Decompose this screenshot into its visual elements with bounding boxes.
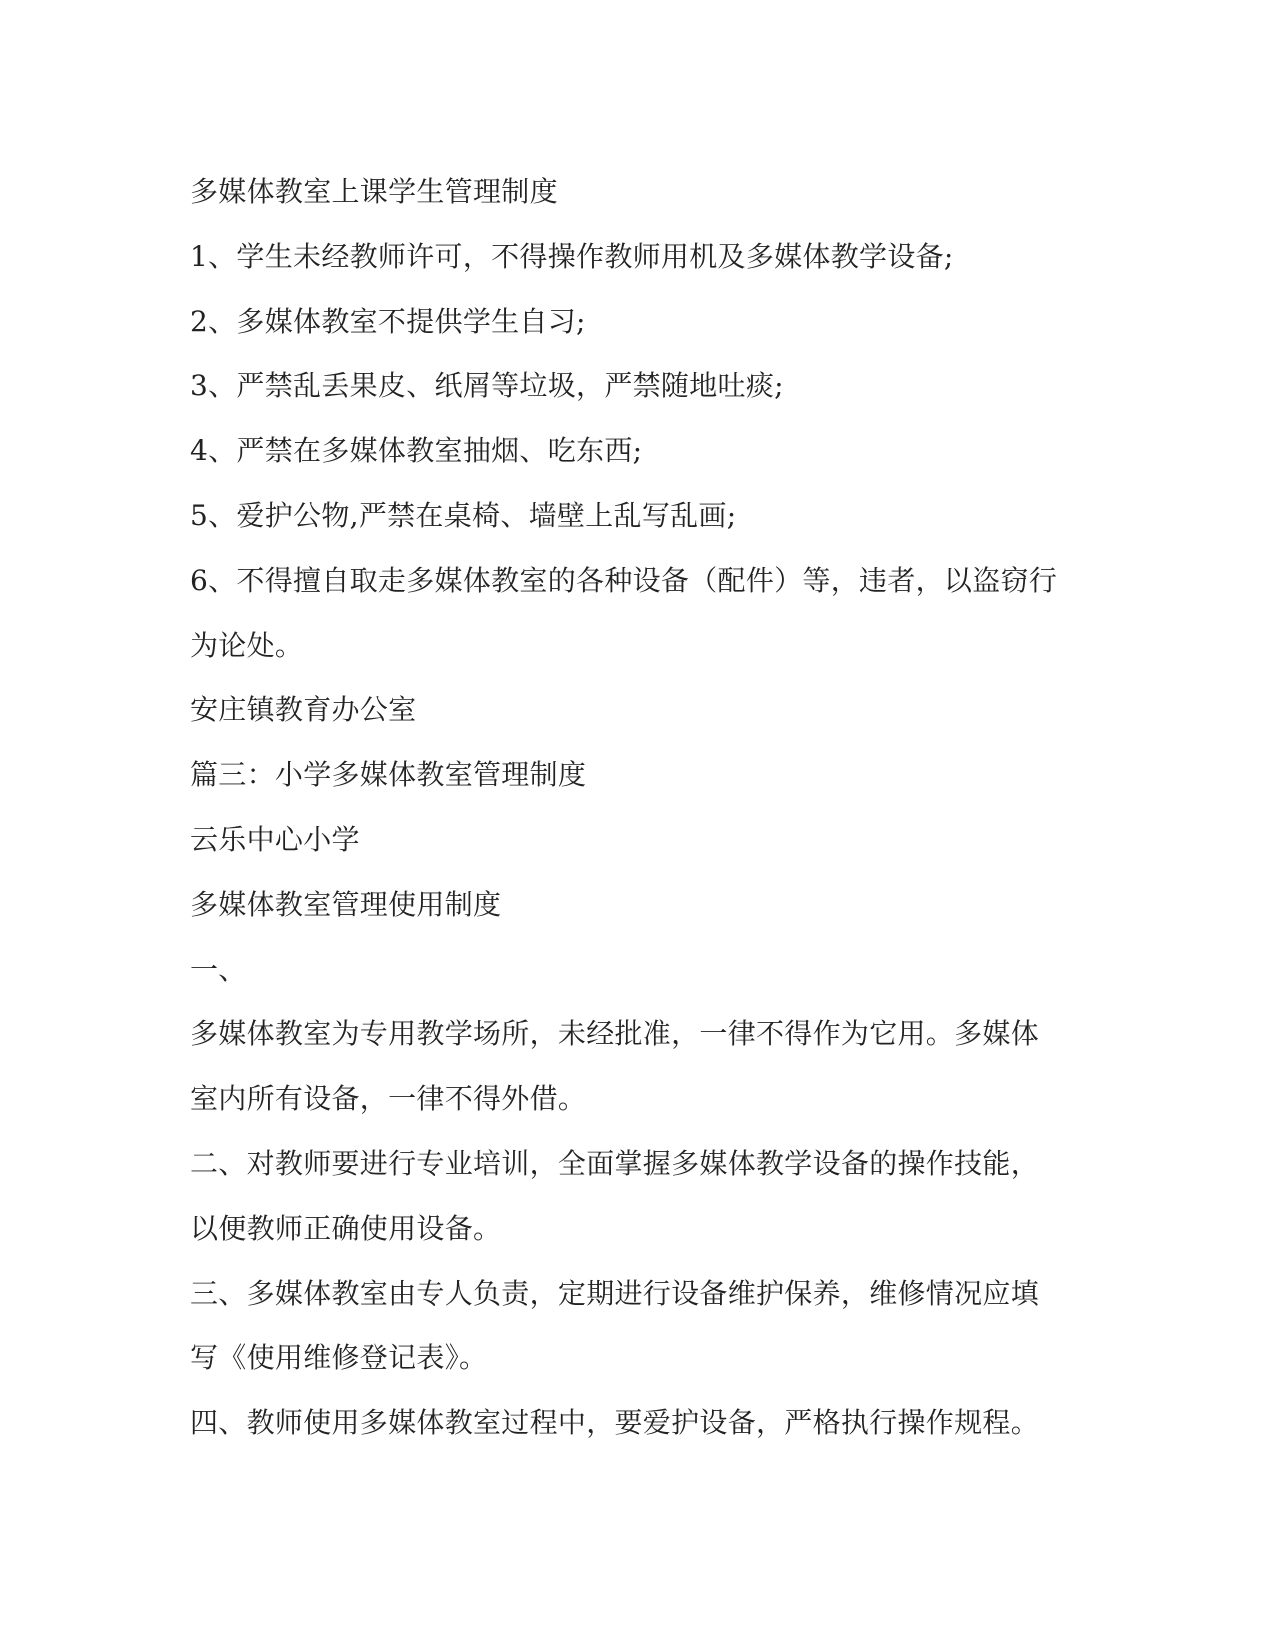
item-3-continued: 写《使用维修登记表》。 bbox=[190, 1341, 488, 1375]
rule-2: 2、多媒体教室不提供学生自习; bbox=[190, 304, 586, 338]
school-name: 云乐中心小学 bbox=[190, 822, 360, 856]
rule-6-continued: 为论处。 bbox=[190, 628, 304, 662]
rule-1: 1、学生未经教师许可，不得操作教师用机及多媒体教学设备; bbox=[190, 239, 954, 273]
item-4: 四、教师使用多媒体教室过程中，要爱护设备，严格执行操作规程。 bbox=[190, 1406, 1040, 1440]
doc-title: 多媒体教室上课学生管理制度 bbox=[190, 175, 558, 208]
rule-3: 3、严禁乱丢果皮、纸屑等垃圾，严禁随地吐痰; bbox=[190, 369, 784, 403]
issuer: 安庄镇教育办公室 bbox=[190, 693, 417, 727]
item-2: 二、对教师要进行专业培训，全面掌握多媒体教学设备的操作技能， bbox=[190, 1146, 1040, 1180]
item-1-text: 多媒体教室为专用教学场所，未经批准，一律不得作为它用。多媒体 bbox=[190, 1017, 1040, 1051]
item-3: 三、多媒体教室由专人负责，定期进行设备维护保养，维修情况应填 bbox=[190, 1276, 1040, 1310]
item-1-number: 一、 bbox=[190, 952, 247, 986]
item-1-continued: 室内所有设备，一律不得外借。 bbox=[190, 1082, 587, 1116]
section-heading: 篇三：小学多媒体教室管理制度 bbox=[190, 758, 587, 792]
section-title: 多媒体教室管理使用制度 bbox=[190, 887, 502, 921]
rule-5: 5、爱护公物,严禁在桌椅、墙壁上乱写乱画; bbox=[190, 498, 737, 532]
document-body bbox=[190, 160, 1090, 1456]
item-2-continued: 以便教师正确使用设备。 bbox=[190, 1211, 502, 1245]
rule-4: 4、严禁在多媒体教室抽烟、吃东西; bbox=[190, 434, 643, 468]
rule-6: 6、不得擅自取走多媒体教室的各种设备（配件）等，违者，以盗窃行 bbox=[190, 563, 1058, 597]
